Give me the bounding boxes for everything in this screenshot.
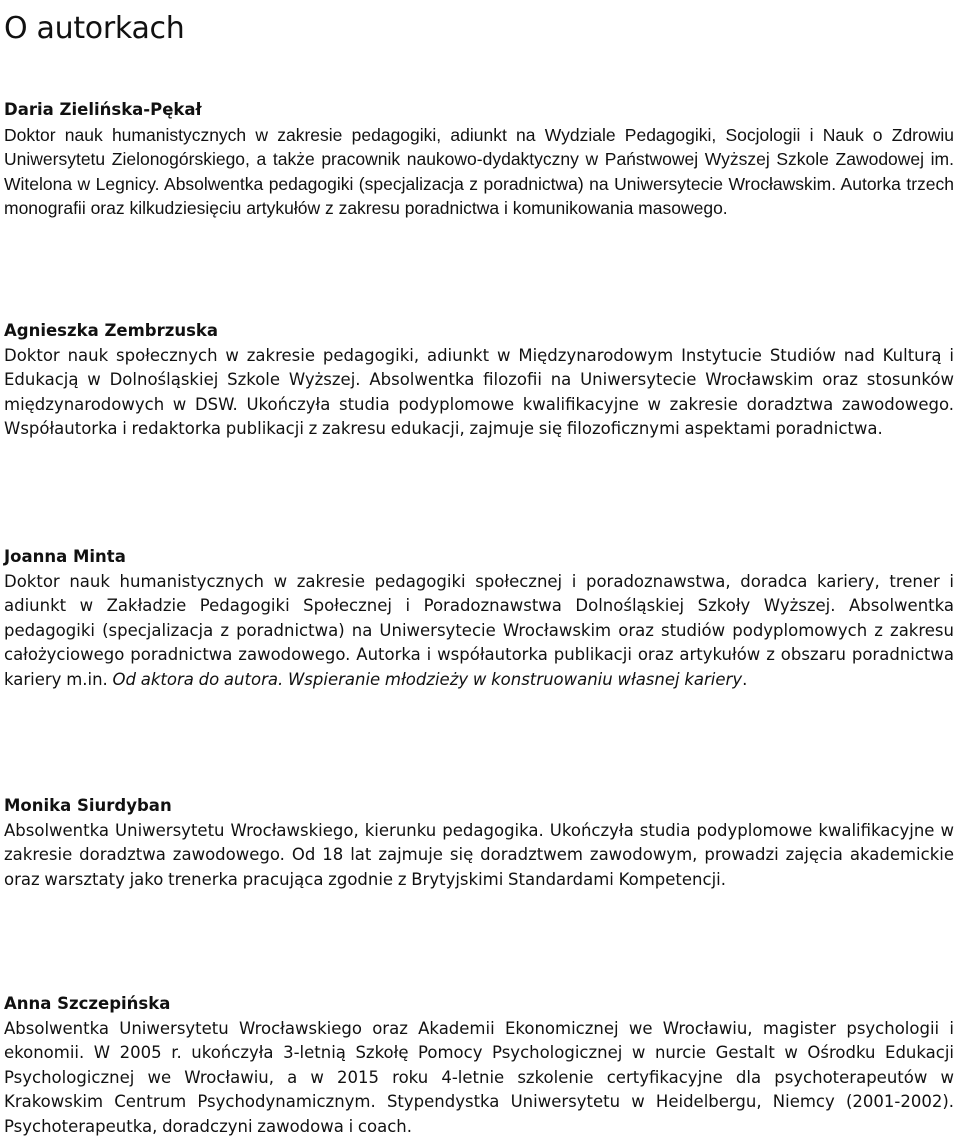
author-bio bbox=[4, 570, 954, 693]
author-name: Daria Zielińska-Pękał bbox=[4, 100, 202, 119]
document-page bbox=[4, 0, 954, 1136]
author-name: Agnieszka Zembrzuska bbox=[4, 321, 219, 340]
author-section-szczepinska bbox=[4, 992, 954, 1139]
author-bio-end: . bbox=[742, 669, 748, 689]
book-title-2: Wspieranie młodzieży w konstruowaniu własnej kariery bbox=[287, 669, 743, 689]
author-section-minta bbox=[4, 545, 954, 692]
author-bio-text: Doktor nauk humanistycznych w zakresie pedagogiki społecznej i poradoznawstwa, doradca kariery, trener i adiunkt w Zakładzie Pedagogiki Społecznej i Poradoznawstwa Dolnośląskiej Szkoły Wyższej. Absolwentka pedagogiki (specjalizacja z poradnictwa) na Uniwersytecie Wrocławskim oraz studiów podyplomowych z zakresu całożyciowego poradnictwa zawodowego. Autorka i współautorka publikacji oraz artykułów z obszaru poradnictwa kariery m.in. bbox=[4, 571, 954, 689]
author-bio: Doktor nauk humanistycznych w zakresie pedagogiki, adiunkt na Wydziale Pedagogiki, Socjologii i Nauk o Zdrowiu Uniwersytetu Zielonogórskiego, a także pracownik naukowo-dydaktyczny w Państwowej Wyższej Szkole Zawodowej im. Witelona w Legnicy. Absolwentka pedagogiki (specjalizacja z poradnictwa) na Uniwersytecie Wrocławskim. Autorka trzech monografii oraz kilkudziesięciu artykułów z zakresu poradnictwa i komunikowania masowego. bbox=[4, 124, 954, 219]
author-bio: Absolwentka Uniwersytetu Wrocławskiego oraz Akademii Ekonomicznej we Wrocławiu, magister psychologii i ekonomii. W 2005 r. ukończyła 3-letnią Szkołę Pomocy Psychologicznej w nurcie Gestalt w Ośrodku Edukacji Psychologicznej we Wrocławiu, a w 2015 roku 4-letnie szkolenie certyfikacyjne dla psychoterapeutów w Krakowskim Centrum Psychodynamicznym. Stypendystka Uniwersytetu w Heidelbergu, Niemcy (2001-2002). Psychoterapeutka, doradczyni zawodowa i coach. bbox=[4, 1018, 954, 1136]
author-section-zembrzuska bbox=[4, 319, 954, 442]
author-section-siurdyban bbox=[4, 794, 954, 892]
book-title-1: Od aktora do autora bbox=[112, 669, 278, 689]
author-bio: Doktor nauk społecznych w zakresie pedagogiki, adiunkt w Międzynarodowym Instytucie Studiów nad Kulturą i Edukacją w Dolnośląskiej Szkole Wyższej. Absolwentka filozofii na Uniwersytecie Wrocławskim oraz stosunków międzynarodowych w DSW. Ukończyła studia podyplomowe kwalifikacyjne w zakresie doradztwa zawodowego. Współautorka i redaktorka publikacji z zakresu edukacji, zajmuje się filozoficznymi aspektami poradnictwa. bbox=[4, 345, 954, 439]
book-title-separator: . bbox=[277, 669, 288, 689]
author-bio: Absolwentka Uniwersytetu Wrocławskiego, kierunku pedagogika. Ukończyła studia podyplomowe kwalifikacyjne w zakresie doradztwa zawodowego. Od 18 lat zajmuje się doradztwem zawodowym, prowadzi zajęcia akademickie oraz warsztaty jako trenerka pracująca zgodnie z Brytyjskimi Standardami Kompetencji. bbox=[4, 820, 954, 889]
page-title: O autorkach bbox=[4, 11, 185, 46]
author-name: Anna Szczepińska bbox=[4, 994, 171, 1013]
author-section-zielinska-pekal bbox=[4, 98, 954, 221]
author-name: Monika Siurdyban bbox=[4, 796, 172, 815]
author-name: Joanna Minta bbox=[4, 547, 126, 566]
